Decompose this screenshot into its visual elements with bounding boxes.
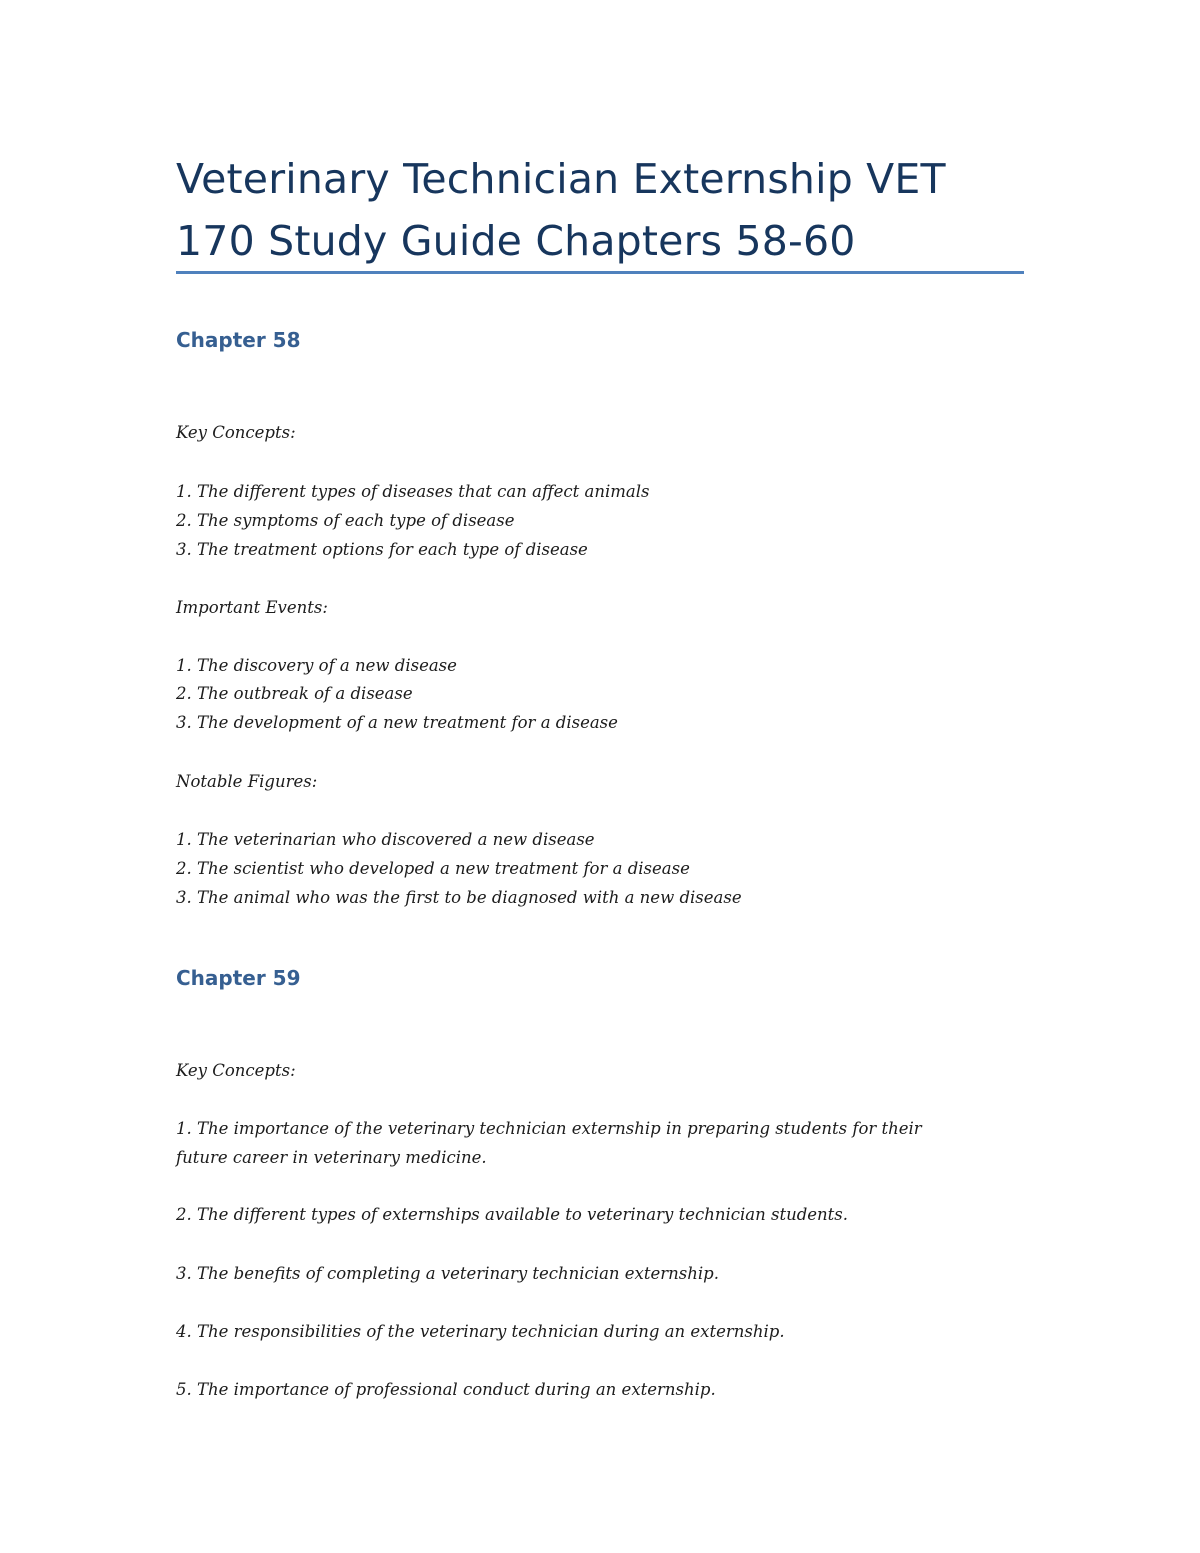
ch59-key-concept-4: 4. The responsibilities of the veterinary technician during an externship. [176, 1322, 785, 1341]
ch58-important-events-label: Important Events: [176, 598, 328, 617]
ch59-key-concept-2: 2. The different types of externships available to veterinary technician students. [176, 1205, 849, 1224]
ch58-notable-figures-label: Notable Figures: [176, 772, 318, 791]
ch58-notable-figure-2: 2. The scientist who developed a new treatment for a disease [176, 859, 690, 878]
ch59-key-concept-3: 3. The benefits of completing a veterinary technician externship. [176, 1264, 719, 1283]
ch58-key-concept-2: 2. The symptoms of each type of disease [176, 511, 515, 530]
ch58-notable-figure-1: 1. The veterinarian who discovered a new disease [176, 830, 595, 849]
ch58-key-concepts-label: Key Concepts: [176, 423, 296, 442]
title-block [176, 148, 1024, 272]
ch59-key-concept-1: 1. The importance of the veterinary technician externship in preparing students for their future career in veterinary medicine. [176, 1119, 922, 1167]
title-underline [176, 271, 1024, 274]
chapter-58-heading: Chapter 58 [176, 328, 301, 352]
ch58-important-event-1: 1. The discovery of a new disease [176, 656, 457, 675]
ch58-important-event-3: 3. The development of a new treatment for a disease [176, 713, 618, 732]
ch59-key-concept-5: 5. The importance of professional conduct during an externship. [176, 1380, 716, 1399]
chapter-59-heading: Chapter 59 [176, 966, 301, 990]
title-line-1: Veterinary Technician Externship VET [176, 155, 946, 203]
document-title [176, 148, 1024, 272]
title-line-2: 170 Study Guide Chapters 58-60 [176, 217, 856, 265]
ch59-key-concepts-label: Key Concepts: [176, 1061, 296, 1080]
ch58-key-concept-3: 3. The treatment options for each type of disease [176, 540, 588, 559]
ch58-notable-figure-3: 3. The animal who was the first to be diagnosed with a new disease [176, 888, 742, 907]
ch58-important-event-2: 2. The outbreak of a disease [176, 684, 413, 703]
ch58-key-concept-1: 1. The different types of diseases that can affect animals [176, 482, 650, 501]
